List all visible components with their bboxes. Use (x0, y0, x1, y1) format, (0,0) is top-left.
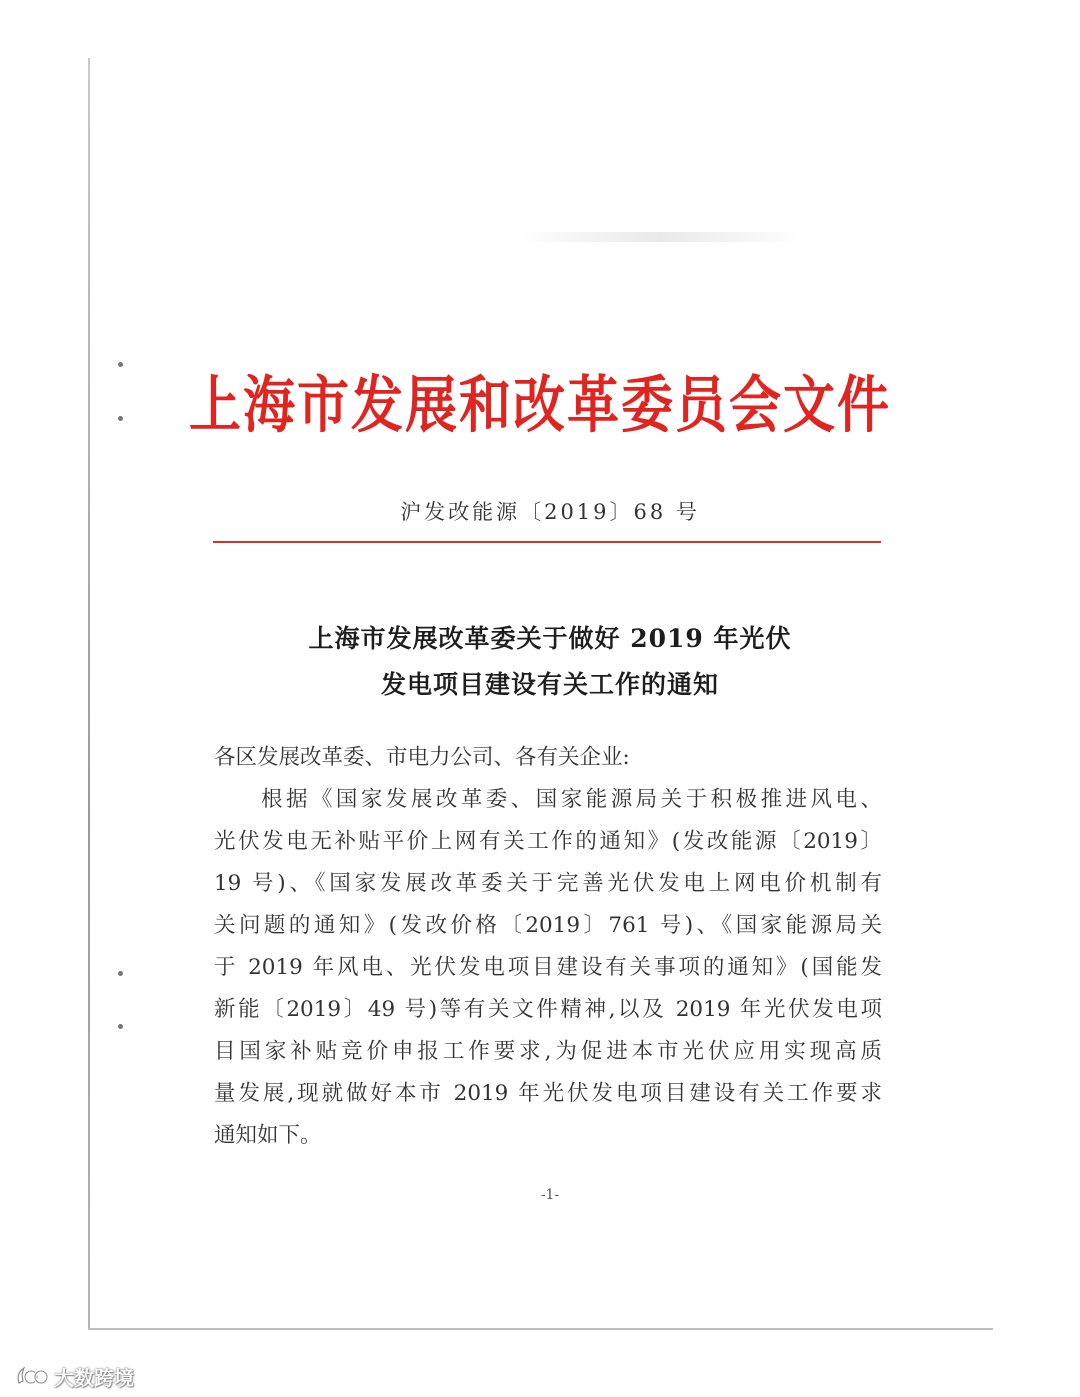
binding-hole-mark (118, 971, 123, 976)
body-line: 通知如下。 (214, 1123, 322, 1148)
body-line: 目国家补贴竞价申报工作要求,为促进本市光伏应用实现高质 (214, 1039, 882, 1064)
show-through-mark (515, 232, 805, 242)
body-line: 量发展,现就做好本市 2019 年光伏发电项目建设有关工作要求 (214, 1081, 882, 1106)
document-title-line-2: 发电项目建设有关工作的通知 (380, 670, 719, 699)
body-line: 新能〔2019〕49 号)等有关文件精神,以及 2019 年光伏发电项 (214, 997, 882, 1022)
body-line: 光伏发电无补贴平价上网有关工作的通知》(发改能源〔2019〕 (214, 829, 882, 854)
page-number: -1- (540, 1187, 560, 1203)
document-title-line-1: 上海市发展改革委关于做好 2019 年光伏 (308, 624, 792, 653)
body-line: 根据《国家发展改革委、国家能源局关于积极推进风电、 (261, 787, 882, 812)
issuing-organization-header: 上海市发展和改革委员会文件 (188, 369, 891, 442)
body-line: 关问题的通知》(发改价格〔2019〕761 号)、《国家能源局关 (214, 913, 882, 938)
binding-hole-mark (118, 1024, 123, 1029)
salutation: 各区发展改革委、市电力公司、各有关企业: (214, 745, 630, 770)
watermark-logo-icon (14, 1363, 48, 1389)
body-line: 于 2019 年风电、光伏发电项目建设有关事项的通知》(国能发 (214, 955, 882, 980)
document-body (214, 737, 882, 1157)
watermark (14, 1361, 134, 1391)
red-divider-line (213, 541, 881, 543)
document-number: 沪发改能源〔2019〕68 号 (400, 500, 700, 524)
paper-bottom-edge (88, 1328, 993, 1330)
watermark-text: 大数跨境 (54, 1365, 134, 1390)
body-line: 19 号)、《国家发展改革委关于完善光伏发电上网电价机制有 (214, 871, 882, 896)
